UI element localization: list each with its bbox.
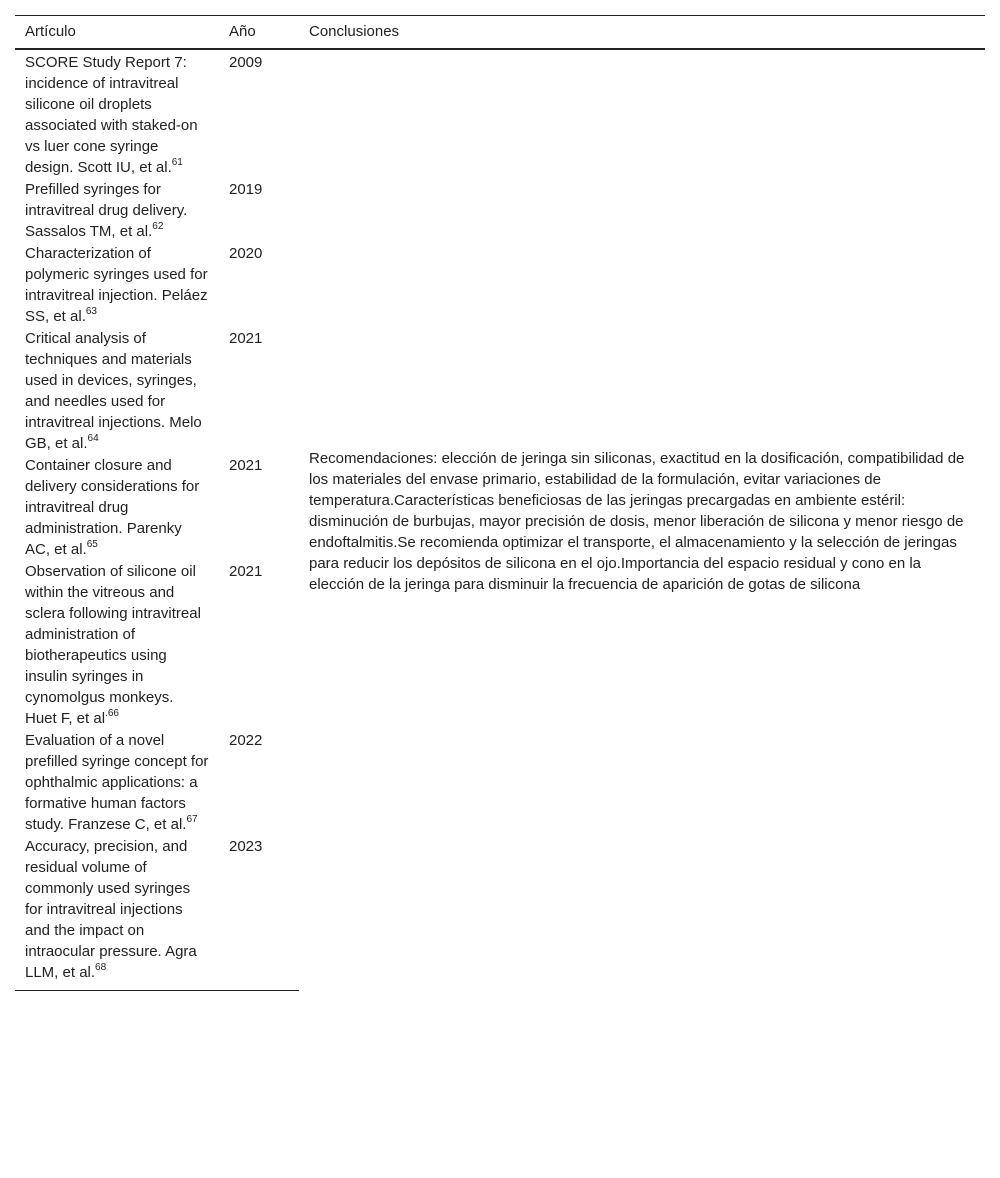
conclusions-cell: Recomendaciones: elección de jeringa sin siliconas, exactitud en la dosificación, compatibilidad de los materiales del envase primario, estabilidad de la formulación, evitar variaciones de temperatura.Características beneficiosas de las jeringas precargadas en ambiente estéril: disminución de burbujas, mayor precisión de dosis, menor liberación de silicona y menor riesgo de endoftalmitis.Se recomienda optimizar el transporte, el almacenamiento y la selección de jeringas para reducir los depósitos de silicona en el ojo.Importancia del espacio residual y cono en la elección de la jeringa para disminuir la frecuencia de aparición de gotas de silicona	[309, 449, 965, 593]
article-cell: SCORE Study Report 7: incidence of intravitreal silicone oil droplets associated with staked-on vs luer cone syringe design. Scott IU, et al.$^{61}$	[25, 54, 198, 176]
literature-table	[15, 15, 985, 991]
reference-superscript: 65	[86, 539, 98, 550]
year-cell: 2019	[229, 181, 263, 198]
reference-superscript: 62	[152, 221, 164, 232]
article-cell: Container closure and delivery considerations for intravitreal drug administration. Parenky AC, et al.$^{65}$	[25, 457, 200, 558]
article-cell: Observation of silicone oil within the vitreous and sclera following intravitreal administration of biotherapeutics using insulin syringes in cynomolgus monkeys. Huet F, et $al^{.66}$	[25, 563, 201, 727]
reference-superscript: 64	[87, 433, 99, 444]
table-row	[15, 49, 985, 178]
year-cell: 2021	[229, 563, 263, 580]
header-conclusions: Conclusiones	[299, 16, 985, 50]
article-cell: Characterization of polymeric syringes used for intravitreal injection. Peláez SS, et al.$^{63}$	[25, 245, 208, 325]
article-cell: Critical analysis of techniques and materials used in devices, syringes, and needles used for intravitreal injections. Melo GB, et al.$^{64}$	[25, 330, 202, 452]
reference-superscript: 67	[186, 814, 198, 825]
year-cell: 2020	[229, 245, 263, 262]
reference-superscript: .66	[105, 708, 119, 719]
reference-superscript: 68	[95, 962, 107, 973]
article-cell: Prefilled syringes for intravitreal drug delivery. Sassalos TM, et al.$^{62}$	[25, 181, 188, 240]
reference-superscript: 61	[171, 157, 183, 168]
table-header-row	[15, 16, 985, 50]
year-cell: 2021	[229, 330, 263, 347]
article-cell: Evaluation of a novel prefilled syringe concept for ophthalmic applications: a formative human factors study. Franzese C, et al.$^{67}$	[25, 732, 209, 833]
reference-superscript: 63	[85, 306, 97, 317]
year-cell: 2023	[219, 835, 299, 991]
header-article: Artículo	[15, 16, 219, 50]
year-cell: 2009	[229, 54, 263, 71]
header-year: Año	[219, 16, 299, 50]
article-cell: Accuracy, precision, and residual volume of commonly used syringes for intravitreal injections and the impact on intraocular pressure. Agra LLM, et al.$^{68}$	[15, 835, 219, 991]
year-cell: 2021	[229, 457, 263, 474]
year-cell: 2022	[229, 732, 263, 749]
